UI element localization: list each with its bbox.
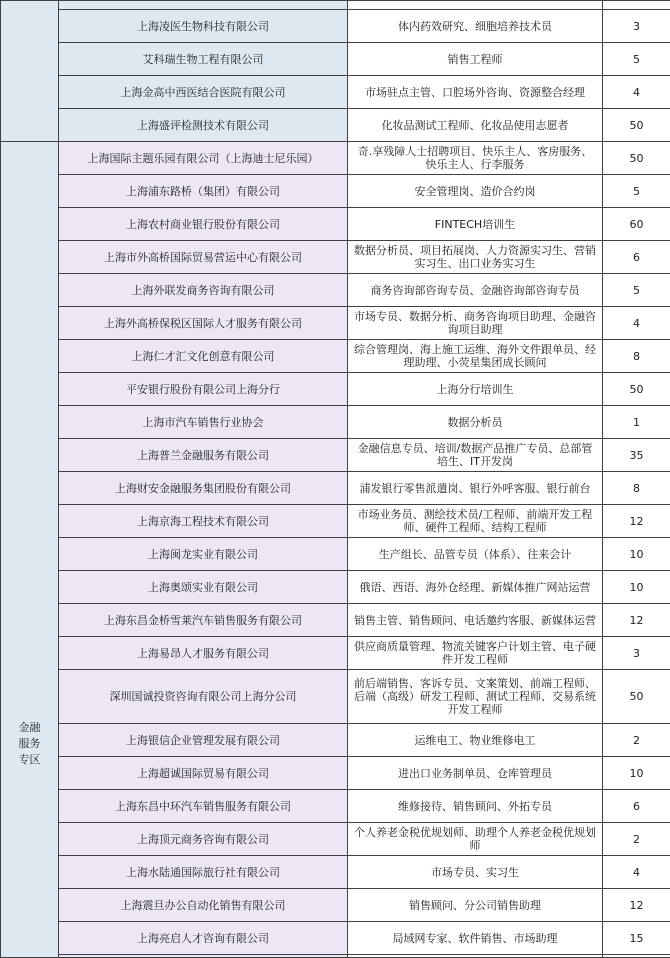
- table-row: [1, 922, 670, 955]
- table-row: [1, 76, 670, 109]
- table-row: [1, 340, 670, 373]
- company-cell: [59, 1, 348, 10]
- table-row: [1, 757, 670, 790]
- count-cell: 4: [603, 307, 670, 340]
- positions-cell: 数据分析员、项目拓展岗、人力资源实习生、营销实习生、出口业务实习生: [348, 241, 603, 274]
- positions-cell: 奇.享残障人士招聘项目、快乐主人、客房服务、快乐主人、行李服务: [348, 142, 603, 175]
- table-row: [1, 109, 670, 142]
- table-row: [1, 823, 670, 856]
- count-cell: 6: [603, 790, 670, 823]
- table-row: [1, 571, 670, 604]
- count-cell: 5: [603, 43, 670, 76]
- count-cell: 4: [603, 856, 670, 889]
- positions-cell: 数据分析员: [348, 406, 603, 439]
- table-row: [1, 505, 670, 538]
- positions-cell: 进出口业务制单员、仓库管理员: [348, 757, 603, 790]
- count-cell: 2: [603, 823, 670, 856]
- positions-cell: 前后端销售、客诉专员、文案策划、前端工程师、后端（高级）研发工程师、测试工程师、交易系统开发工程师: [348, 670, 603, 724]
- count-cell: [603, 1, 670, 10]
- positions-cell: 金融信息专员、培训/数据产品推广专员、总部管培生、IT开发岗: [348, 439, 603, 472]
- company-cell: 上海市汽车销售行业协会: [59, 406, 348, 439]
- count-cell: 3: [603, 637, 670, 670]
- count-cell: 50: [603, 670, 670, 724]
- positions-cell: 安全管理岗、造价合约岗: [348, 175, 603, 208]
- count-cell: 5: [603, 175, 670, 208]
- zone-cell: [1, 142, 59, 958]
- count-cell: 2: [603, 724, 670, 757]
- company-cell: 上海水陆通国际旅行社有限公司: [59, 856, 348, 889]
- positions-cell: 市场专员、实习生: [348, 856, 603, 889]
- table-row: [1, 790, 670, 823]
- count-cell: 8: [603, 340, 670, 373]
- table-row: [1, 142, 670, 175]
- table-row: [1, 274, 670, 307]
- table-row: [1, 472, 670, 505]
- table-row: [1, 10, 670, 43]
- company-cell: 上海亮启人才咨询有限公司: [59, 922, 348, 955]
- table-row: [1, 307, 670, 340]
- count-cell: 15: [603, 922, 670, 955]
- table-row: [1, 439, 670, 472]
- table-row: [1, 373, 670, 406]
- company-cell: 艾科瑞生物工程有限公司: [59, 43, 348, 76]
- count-cell: 10: [603, 757, 670, 790]
- positions-cell: 市场专员、数据分析、商务咨询项目助理、金融咨询项目助理: [348, 307, 603, 340]
- company-cell: 上海市外高桥国际贸易营运中心有限公司: [59, 241, 348, 274]
- table-row: [1, 538, 670, 571]
- table-row: [1, 724, 670, 757]
- count-cell: 50: [603, 142, 670, 175]
- positions-cell: FINTECH培训生: [348, 208, 603, 241]
- table-row: [1, 43, 670, 76]
- company-cell: 上海仁才汇文化创意有限公司: [59, 340, 348, 373]
- company-cell: 上海奥颂实业有限公司: [59, 571, 348, 604]
- positions-cell: 维修接待、销售顾问、外拓专员: [348, 790, 603, 823]
- count-cell: 10: [603, 538, 670, 571]
- company-cell: 上海外高桥保税区国际人才服务有限公司: [59, 307, 348, 340]
- positions-cell: 化妆品测试工程师、化妆品使用志愿者: [348, 109, 603, 142]
- table-row: [1, 1, 670, 10]
- company-cell: 上海东昌金桥雪莱汽车销售服务有限公司: [59, 604, 348, 637]
- company-cell: 上海东昌中环汽车销售服务有限公司: [59, 790, 348, 823]
- positions-cell: 运维电工、物业维修电工: [348, 724, 603, 757]
- table-body: [1, 1, 670, 958]
- count-cell: 12: [603, 505, 670, 538]
- table-row: [1, 604, 670, 637]
- zone-cell: [1, 1, 59, 142]
- count-cell: 8: [603, 472, 670, 505]
- count-cell: 6: [603, 241, 670, 274]
- positions-cell: 个人养老金税优规划师、助理个人养老金税优规划师: [348, 823, 603, 856]
- company-cell: 上海盛评检测技术有限公司: [59, 109, 348, 142]
- count-cell: 4: [603, 76, 670, 109]
- count-cell: 5: [603, 274, 670, 307]
- positions-cell: 销售顾问、分公司销售助理: [348, 889, 603, 922]
- table-row: [1, 889, 670, 922]
- company-cell: 上海超诚国际贸易有限公司: [59, 757, 348, 790]
- company-cell: 上海浦东路桥（集团）有限公司: [59, 175, 348, 208]
- positions-cell: 生产组长、品管专员（体系）、往来会计: [348, 538, 603, 571]
- table-row: [1, 175, 670, 208]
- positions-cell: 浦发银行零售派遣岗、银行外呼客服、银行前台: [348, 472, 603, 505]
- positions-cell: 销售工程师: [348, 43, 603, 76]
- positions-cell: 综合管理岗、海上施工运维、海外文件跟单员、经理助理、小荧星集团成长顾问: [348, 340, 603, 373]
- positions-cell: 局域网专家、软件销售、市场助理: [348, 922, 603, 955]
- company-cell: 上海顶元商务咨询有限公司: [59, 823, 348, 856]
- count-cell: 50: [603, 373, 670, 406]
- table-row: [1, 208, 670, 241]
- company-cell: 上海闽龙实业有限公司: [59, 538, 348, 571]
- table-row: [1, 856, 670, 889]
- company-cell: 上海震旦办公自动化销售有限公司: [59, 889, 348, 922]
- positions-cell: 供应商质量管理、物流关键客户计划主管、电子硬件开发工程师: [348, 637, 603, 670]
- company-cell: 上海国际主题乐园有限公司（上海迪士尼乐园）: [59, 142, 348, 175]
- company-cell: 上海农村商业银行股份有限公司: [59, 208, 348, 241]
- positions-cell: 市场业务员、测绘技术员/工程师、前端开发工程师、硬件工程师、结构工程师: [348, 505, 603, 538]
- company-cell: 上海京海工程技术有限公司: [59, 505, 348, 538]
- company-cell: 上海外联发商务咨询有限公司: [59, 274, 348, 307]
- company-cell: 深圳国诚投资咨询有限公司上海分公司: [59, 670, 348, 724]
- positions-cell: 销售主管、销售顾问、电话邀约客服、新媒体运营: [348, 604, 603, 637]
- company-cell: 上海银信企业管理发展有限公司: [59, 724, 348, 757]
- count-cell: 60: [603, 208, 670, 241]
- company-cell: 上海凌医生物科技有限公司: [59, 10, 348, 43]
- count-cell: 10: [603, 571, 670, 604]
- company-cell: 上海易昂人才服务有限公司: [59, 637, 348, 670]
- count-cell: 12: [603, 604, 670, 637]
- table-row: [1, 406, 670, 439]
- positions-cell: 商务咨询部咨询专员、金融咨询部咨询专员: [348, 274, 603, 307]
- zone-label: 金融服务专区: [18, 720, 42, 768]
- company-cell: 上海财安金融服务集团股份有限公司: [59, 472, 348, 505]
- company-cell: 平安银行股份有限公司上海分行: [59, 373, 348, 406]
- count-cell: 12: [603, 889, 670, 922]
- company-cell: 上海金高中西医结合医院有限公司: [59, 76, 348, 109]
- company-cell: 上海普兰金融服务有限公司: [59, 439, 348, 472]
- count-cell: 50: [603, 109, 670, 142]
- positions-cell: 俄语、西语、海外仓经理、新媒体推广网站运营: [348, 571, 603, 604]
- positions-cell: [348, 1, 603, 10]
- count-cell: 1: [603, 406, 670, 439]
- positions-cell: 体内药效研究、细胞培养技术员: [348, 10, 603, 43]
- positions-cell: 上海分行培训生: [348, 373, 603, 406]
- table-row: [1, 670, 670, 724]
- table-row: [1, 637, 670, 670]
- count-cell: 35: [603, 439, 670, 472]
- count-cell: 3: [603, 10, 670, 43]
- positions-cell: 市场驻点主管、口腔场外咨询、资源整合经理: [348, 76, 603, 109]
- table-row: [1, 241, 670, 274]
